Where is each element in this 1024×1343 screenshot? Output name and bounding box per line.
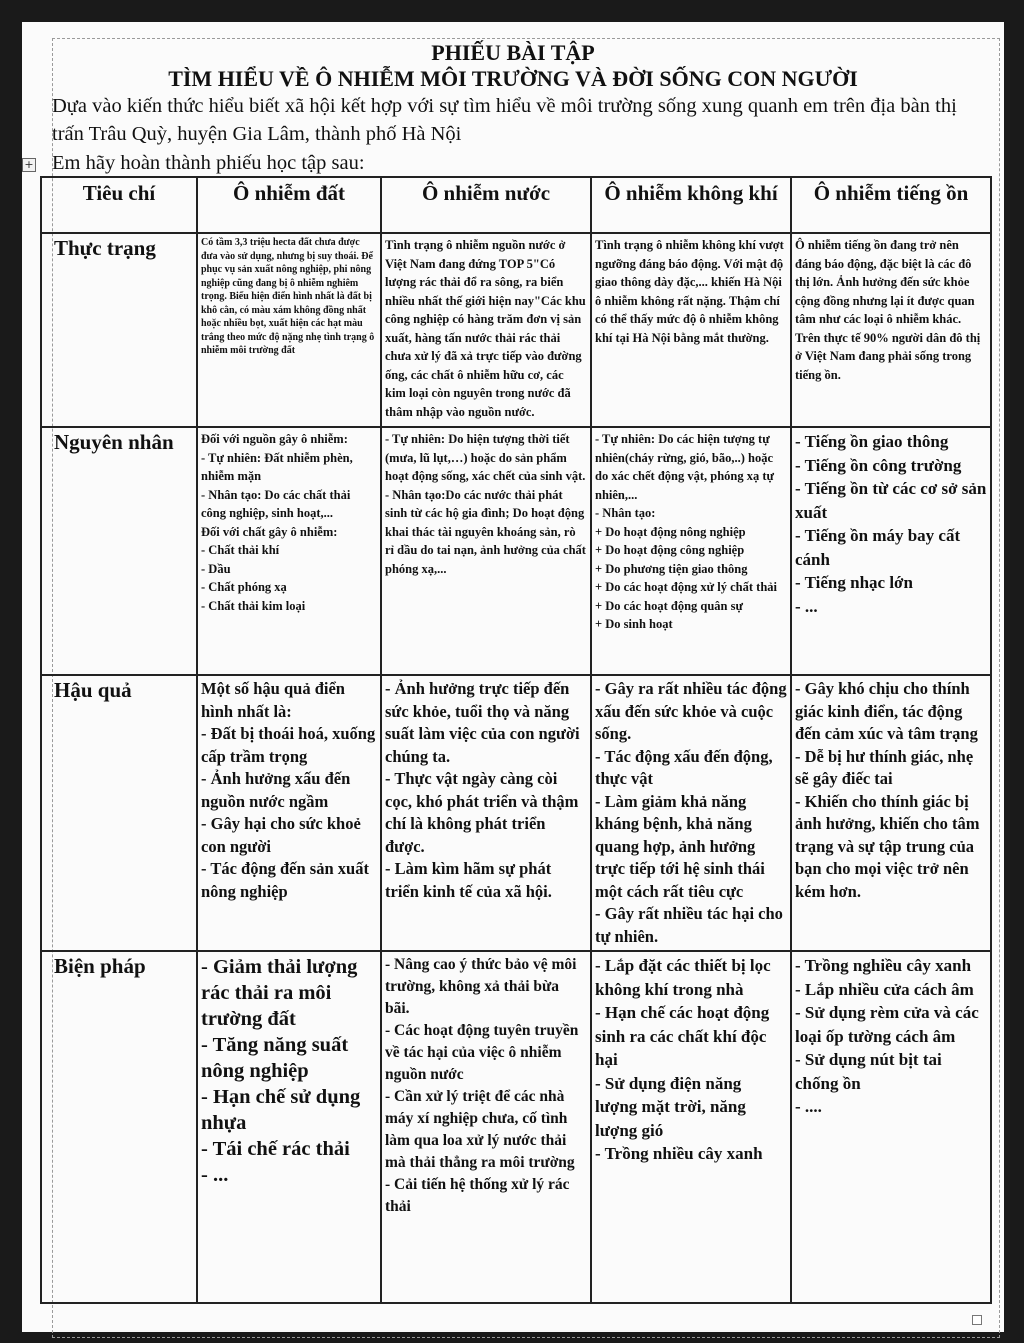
- cell-line: - Sử dụng rèm cửa và các loại ốp tường cách âm: [795, 1003, 979, 1046]
- cell-line: - Ảnh hưởng trực tiếp đến sức khỏe, tuổi thọ và năng suất làm việc của con người chúng ta.: [385, 679, 580, 766]
- worksheet-title: PHIẾU BÀI TẬP: [431, 40, 595, 65]
- cell-solutions-noise: [791, 951, 991, 1303]
- cell-line: - Lắp nhiều cửa cách âm: [795, 979, 974, 999]
- row-label-consequences: Hậu quả: [41, 675, 197, 951]
- cell-line: - ....: [795, 1097, 822, 1116]
- cell-line: - ...: [795, 596, 818, 616]
- document-page: [22, 22, 1004, 1332]
- row-label-solutions: Biện pháp: [41, 951, 197, 1303]
- intro-paragraph: Dựa vào kiến thức hiểu biết xã hội kết hợp với sự tìm hiểu về môi trường sống xung quanh em trên địa bàn thị trấn Trâu Quỳ, huyện Gia Lâm, thành phố Hà Nội: [52, 95, 957, 145]
- cell-line: - Tăng năng suất nông nghiệp: [201, 1034, 349, 1082]
- worksheet-table: [40, 176, 992, 1304]
- table-resize-handle-icon[interactable]: [972, 1315, 982, 1325]
- cell-line: - Sử dụng điện năng lượng mặt trời, năng lượng gió: [595, 1073, 746, 1140]
- table-move-handle-icon[interactable]: +: [22, 158, 36, 172]
- cell-line: - Thực vật ngày càng còi cọc, khó phát triển và thậm chí là không phát triển được.: [385, 769, 579, 856]
- cell-line: - Tiếng ồn máy bay cất cánh: [795, 526, 961, 569]
- header-noise-pollution: Ô nhiễm tiếng ồn: [791, 177, 991, 233]
- cell-line: - Làm kìm hãm sự phát triển kinh tế của xã hội.: [385, 859, 552, 901]
- cell-line: - Nhân tạo:: [595, 506, 656, 520]
- cell-consequences-soil: [197, 675, 381, 951]
- cell-line: - Dễ bị hư thính giác, nhẹ sẽ gây điếc tai: [795, 746, 974, 788]
- cell-line: - Tự nhiên: Đất nhiễm phèn, nhiễm mặn: [201, 450, 353, 483]
- cell-line: + Do sinh hoạt: [595, 617, 673, 631]
- cell-line: - Đất bị thoái hoá, xuống cấp trầm trọng: [201, 724, 376, 766]
- cell-line: - ...: [201, 1164, 229, 1186]
- cell-line: - Sử dụng nút bịt tai chống ồn: [795, 1050, 942, 1093]
- cell-causes-noise: [791, 427, 991, 675]
- cell-solutions-water: [381, 951, 591, 1303]
- cell-line: - Tiếng nhạc lớn: [795, 573, 913, 592]
- header-water-pollution: Ô nhiễm nước: [381, 177, 591, 233]
- row-causes: [41, 427, 991, 675]
- cell-line: - Khiến cho thính giác bị ảnh hưởng, khiến cho tâm trạng và sự tập trung của bạn cho mọi việc trở nên kém hơn.: [795, 791, 980, 901]
- cell-line: - Tự nhiên: Do hiện tượng thời tiết (mưa, lũ lụt,…) hoặc do sản phẩm hoạt động sống, xác chết của sinh vật.: [385, 432, 586, 483]
- cell-line: Một số hậu quả điển hình nhất là:: [201, 679, 345, 721]
- cell-line: - Gây ra rất nhiều tác động xấu đến sức khỏe và cuộc sống.: [595, 679, 787, 743]
- cell-line: - Tiếng ồn công trường: [795, 455, 962, 475]
- table-header-row: [41, 177, 991, 233]
- cell-line: Ô nhiễm tiếng ồn đang trở nên đáng báo động, đặc biệt là các đô thị lớn. Ảnh hưởng đến sức khỏe cộng đồng nhưng lại ít được quan tâm như các loại ô nhiễm khác. Trên thực tế 90% người dân đô thị ở Việt Nam đang phải sống trong tiếng ồn.: [795, 238, 981, 382]
- cell-line: - Trồng nhiều cây xanh: [595, 1144, 763, 1163]
- cell-status-soil: [197, 233, 381, 427]
- row-label-causes: Nguyên nhân: [41, 427, 197, 675]
- cell-line: Có tầm 3,3 triệu hecta đất chưa được đưa vào sử dụng, nhưng bị suy thoái. Để phục vụ sản xuất nông nghiệp, phi nông nghiệp cũng đang bị ô nhiễm nghiêm trọng. Biểu hiện điển hình nhất là đất bị khô cằn, có màu xám không đồng nhất hoặc nhiều bọt, xuất hiện các hạt màu trắng theo mức độ nặng nhẹ tình trạng ô nhiễm môi trường đất: [201, 237, 375, 356]
- cell-line: - Nâng cao ý thức bảo vệ môi trường, không xả thải bừa bãi.: [385, 956, 577, 1017]
- cell-line: - Hạn chế các hoạt động sinh ra các chất khí độc hại: [595, 1003, 770, 1069]
- cell-line: Tình trạng ô nhiễm nguồn nước ở Việt Nam đang đứng TOP 5"Có lượng rác thải đổ ra sông, ra biển nhiều nhất thế giới hiện nay"Các khu công nghiệp có hàng trăm đơn vị sản xuất, hàng tấn nước thải rác thải chưa xử lý đã xả trực tiếp vào đường ống, các chất ô nhiễm hữu cơ, các kim loại còn nguyên trong nước đã thâm nhập vào nguồn nước.: [385, 238, 586, 419]
- cell-line: - Trồng nghiều cây xanh: [795, 956, 972, 975]
- cell-line: - Chất thải kim loại: [201, 598, 306, 613]
- cell-consequences-water: [381, 675, 591, 951]
- cell-line: - Lắp đặt các thiết bị lọc không khí trong nhà: [595, 956, 771, 999]
- cell-line: - Gây khó chịu cho thính giác kinh điển, tác động đến cảm xúc và tâm trạng: [795, 679, 978, 743]
- cell-line: - Chất phóng xạ: [201, 580, 287, 594]
- cell-line: - Hạn chế sử dụng nhựa: [201, 1086, 361, 1134]
- cell-line: - Gây hại cho sức khoẻ con người: [201, 814, 361, 856]
- cell-causes-water: [381, 427, 591, 675]
- row-consequences: [41, 675, 991, 951]
- cell-causes-soil: [197, 427, 381, 675]
- cell-solutions-soil: [197, 951, 381, 1303]
- cell-line: Đối với nguồn gây ô nhiễm:: [201, 432, 348, 446]
- worksheet-subtitle: TÌM HIỂU VỀ Ô NHIỄM MÔI TRƯỜNG VÀ ĐỜI SỐNG CON NGƯỜI: [168, 66, 858, 91]
- header-criteria: Tiêu chí: [41, 177, 197, 233]
- cell-line: - Làm giảm khả năng kháng bệnh, khả năng quang hợp, ảnh hưởng trực tiếp tới hệ sinh thái một cách rất tiêu cực: [595, 791, 765, 901]
- cell-line: + Do các hoạt động quân sự: [595, 598, 743, 613]
- row-label-status: Thực trạng: [41, 233, 197, 427]
- cell-causes-air: [591, 427, 791, 675]
- header-air-pollution: Ô nhiễm không khí: [591, 177, 791, 233]
- cell-line: - Dầu: [201, 561, 231, 576]
- cell-line: - Tác động xấu đến động, thực vật: [595, 746, 773, 788]
- cell-line: + Do các hoạt động xử lý chất thải: [595, 580, 777, 594]
- cell-line: - Tái chế rác thải: [201, 1138, 350, 1160]
- cell-line: - Cần xử lý triệt để các nhà máy xí nghiệp chưa, cố tình làm qua loa xử lý nước thải mà thải thẳng ra môi trường: [385, 1088, 575, 1171]
- cell-line: - Các hoạt động tuyên truyền về tác hại của việc ô nhiễm nguồn nước: [385, 1022, 579, 1083]
- cell-status-air: [591, 233, 791, 427]
- cell-line: - Nhân tạo: Do các chất thải công nghiệp, sinh hoạt,...: [201, 487, 351, 520]
- cell-line: + Do hoạt động công nghiệp: [595, 543, 745, 557]
- instruction-text: Em hãy hoàn thành phiếu học tập sau:: [52, 152, 365, 174]
- cell-consequences-noise: [791, 675, 991, 951]
- cell-line: - Tiếng ồn từ các cơ sở sản xuất: [795, 479, 987, 522]
- cell-line: - Nhân tạo:Do các nước thải phát sinh từ các hộ gia đình; Do hoạt động khai thác tài nguyên khoáng sản, rò rỉ dầu do tai nạn, ảnh hưởng của chất phóng xạ,...: [385, 487, 586, 576]
- cell-line: Đối với chất gây ô nhiễm:: [201, 524, 338, 539]
- cell-line: - Cải tiến hệ thống xử lý rác thải: [385, 1176, 570, 1215]
- cell-line: - Tiếng ồn giao thông: [795, 432, 949, 451]
- cell-solutions-air: [591, 951, 791, 1303]
- cell-status-noise: [791, 233, 991, 427]
- cell-line: Tình trạng ô nhiễm không khí vượt ngưỡng đáng báo động. Với mật độ giao thông dày đặc,... khiến Hà Nội ô nhiễm không rất nặng. Thậm chí có thể thấy mức độ ô nhiễm không khí tại Hà Nội bằng mắt thường.: [595, 238, 784, 345]
- cell-line: - Giảm thải lượng rác thải ra môi trường đất: [201, 956, 358, 1030]
- cell-line: - Tác động đến sản xuất nông nghiệp: [201, 859, 369, 901]
- cell-line: + Do phương tiện giao thông: [595, 561, 748, 576]
- cell-line: - Chất thải khí: [201, 543, 280, 557]
- row-status: [41, 233, 991, 427]
- row-solutions: [41, 951, 991, 1303]
- cell-status-water: [381, 233, 591, 427]
- header-soil-pollution: Ô nhiễm đất: [197, 177, 381, 233]
- cell-line: + Do hoạt động nông nghiệp: [595, 524, 746, 539]
- cell-line: - Ảnh hưởng xấu đến nguồn nước ngầm: [201, 769, 351, 811]
- cell-consequences-air: [591, 675, 791, 951]
- cell-line: - Gây rất nhiều tác hại cho tự nhiên.: [595, 904, 783, 946]
- cell-line: - Tự nhiên: Do các hiện tượng tự nhiên(cháy rừng, gió, bão,..) hoặc do xác chết động vật, phóng xạ tự nhiên,...: [595, 432, 775, 502]
